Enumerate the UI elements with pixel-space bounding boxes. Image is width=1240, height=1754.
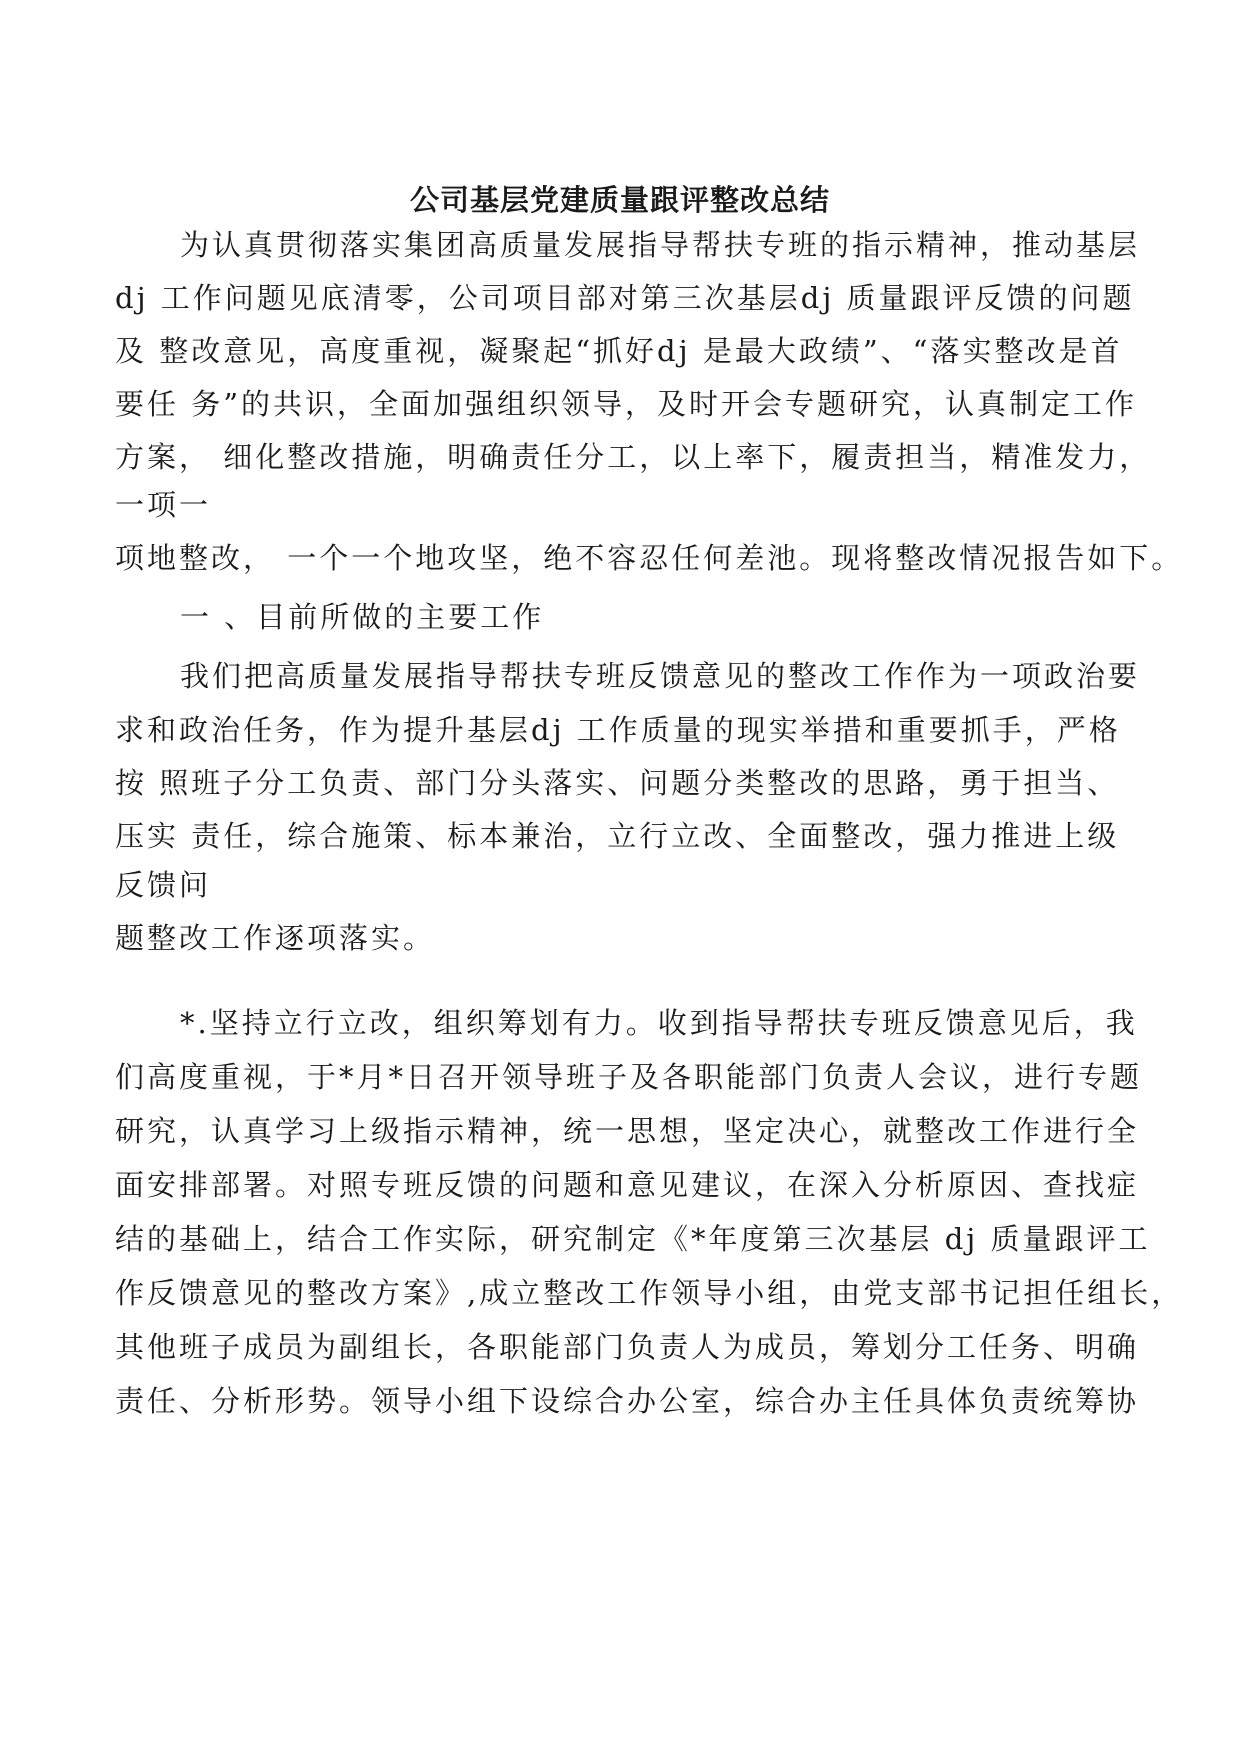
text-line: *.坚持立行立改，组织筹划有力。收到指导帮扶专班反馈意见后，我 — [180, 1006, 1138, 1040]
text-line: 压实 责任，综合施策、标本兼治，立行立改、全面整改，强力推进上级 — [115, 819, 1120, 853]
text-line: 反馈问 — [115, 868, 212, 902]
text-line: 作反馈意见的整改方案》,成立整改工作领导小组，由党支部书记担任组长， — [115, 1276, 1184, 1310]
text-line: 其他班子成员为副组长，各职能部门负责人为成员，筹划分工任务、明确 — [115, 1330, 1140, 1364]
text-line: 为认真贯彻落实集团高质量发展指导帮扶专班的指示精神，推动基层 — [180, 228, 1141, 262]
section-heading: 一 、目前所做的主要工作 — [180, 600, 545, 634]
text-line: 责任、分析形势。领导小组下设综合办公室，综合办主任具体负责统筹协 — [115, 1384, 1140, 1418]
text-line: 项地整改， 一个一个地攻坚，绝不容忍任何差池。现将整改情况报告如下。 — [115, 541, 1184, 575]
text-line: 我们把高质量发展指导帮扶专班反馈意见的整改工作作为一项政治要 — [180, 659, 1141, 693]
text-line: 们高度重视，于*月*日召开领导班子及各职能部门负责人会议，进行专题 — [115, 1060, 1143, 1094]
document-title: 公司基层党建质量跟评整改总结 — [409, 183, 830, 217]
text-line: 一项一 — [115, 488, 212, 522]
text-line: dj 工作问题见底清零，公司项目部对第三次基层dj 质量跟评反馈的问题 — [115, 281, 1135, 315]
text-line: 研究，认真学习上级指示精神，统一思想，坚定决心，就整改工作进行全 — [115, 1114, 1140, 1148]
text-line: 及 整改意见，高度重视，凝聚起“抓好dj 是最大政绩”、“落实整改是首 — [115, 334, 1123, 368]
text-line: 按 照班子分工负责、部门分头落实、问题分类整改的思路，勇于担当、 — [115, 766, 1120, 800]
text-line: 方案， 细化整改措施，明确责任分工，以上率下，履责担当，精准发力， — [115, 440, 1152, 474]
text-line: 要任 务”的共识，全面加强组织领导，及时开会专题研究，认真制定工作 — [115, 387, 1138, 421]
text-line: 结的基础上，结合工作实际，研究制定《*年度第三次基层 dj 质量跟评工 — [115, 1222, 1151, 1256]
text-line: 题整改工作逐项落实。 — [115, 921, 436, 955]
text-line: 求和政治任务，作为提升基层dj 工作质量的现实举措和重要抓手，严格 — [115, 713, 1121, 747]
text-line: 面安排部署。对照专班反馈的问题和意见建议，在深入分析原因、查找症 — [115, 1168, 1140, 1202]
